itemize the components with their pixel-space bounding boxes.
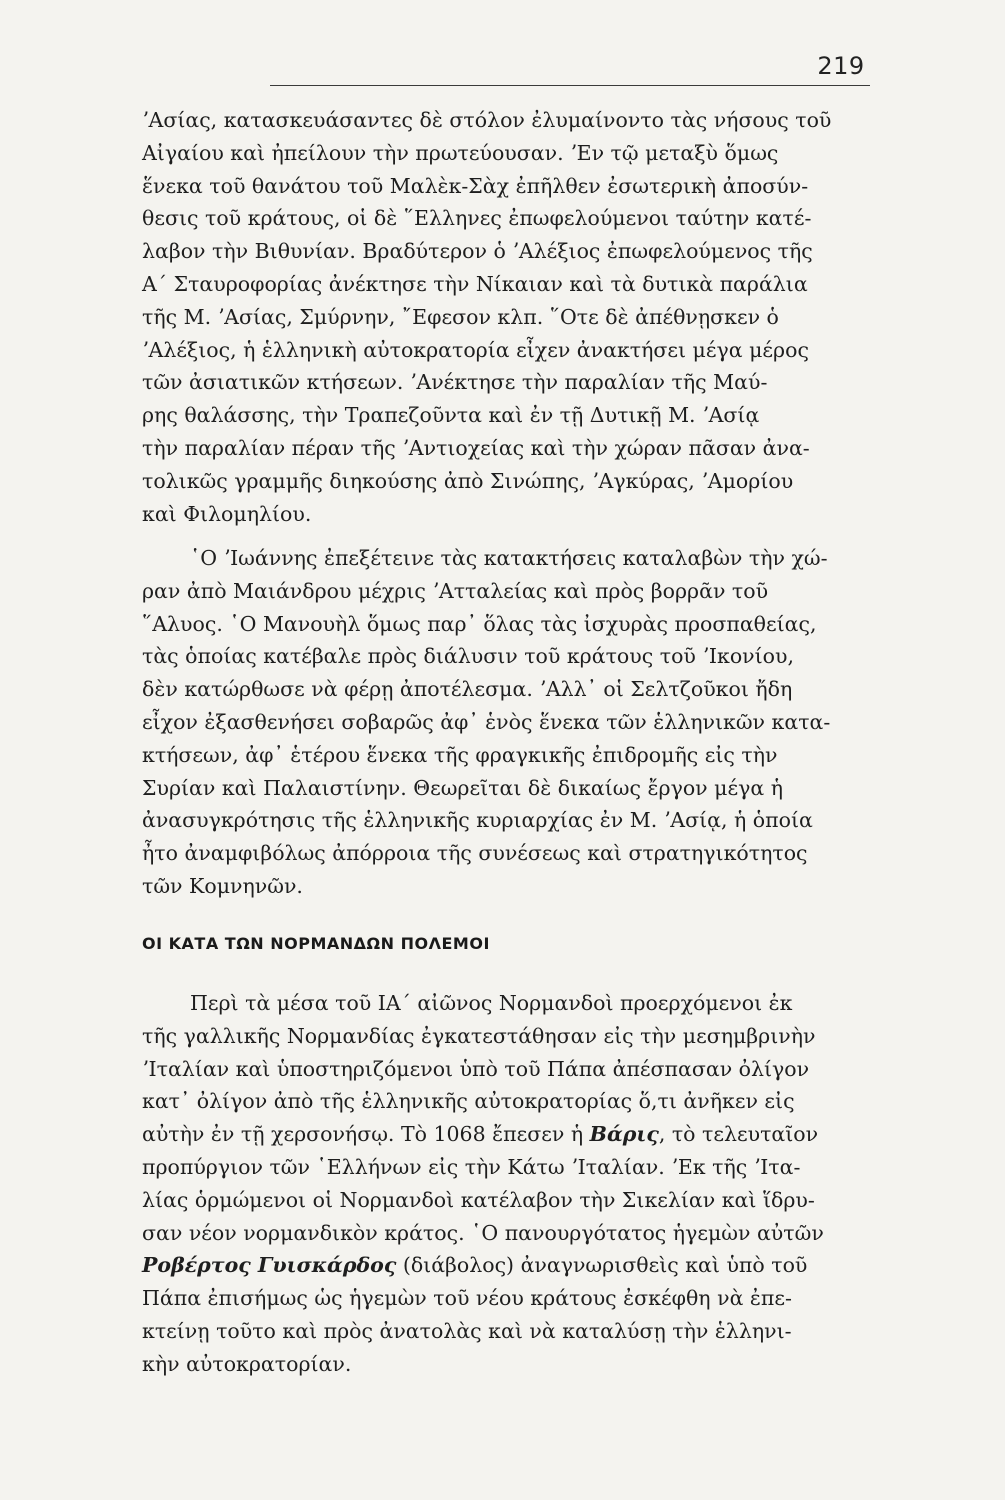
text-line: προπύργιον τῶν ῾Ελλήνων εἰς τὴν Κάτω ʼΙταλίαν. ʼΕκ τῆς ʼΙτα- [142,1154,801,1179]
text-line: Α΄ Σταυροφορίας ἀνέκτησε τὴν Νίκαιαν καὶ τὰ δυτικὰ παράλια [142,271,808,296]
section-heading: ΟΙ ΚΑΤΑ ΤΩΝ ΝΟΡΜΑΝΔΩΝ ΠΟΛΕΜΟΙ [142,934,490,953]
text-line: λαβον τὴν Βιθυνίαν. Βραδύτερον ὁ ʼΑλέξιος ἐπωφελούμενος τῆς [142,239,813,264]
text-line: τολικῶς γραμμῆς διηκούσης ἀπὸ Σινώπης, ʼΑγκύρας, ʼΑμορίου [142,468,794,493]
text-line: ῞Αλυος. ῾Ο Μανουὴλ ὅμως παρ᾽ ὅλας τὰς ἰσχυρὰς προσπαθείας, [142,611,817,636]
bold-term-robert-guiscard: Ροβέρτος Γυισκάρδος [142,1253,397,1278]
text-line: σαν νέον νορμανδικὸν κράτος. ῾Ο πανουργότατος ἡγεμὼν αὐτῶν [142,1220,824,1245]
text-line: εἶχον ἐξασθενήσει σοβαρῶς ἀφ᾽ ἑνὸς ἕνεκα τῶν ἑλληνικῶν κατα- [142,709,831,734]
text-line: τῶν Κομνηνῶν. [142,873,303,898]
text-line: Αἰγαίου καὶ ἠπείλουν τὴν πρωτεύουσαν. ʼΕν τῷ μεταξὺ ὅμως [142,140,779,165]
text-line: καὶ Φιλομηλίου. [142,501,312,526]
header-rule [270,85,870,86]
text-line: ραν ἀπὸ Μαιάνδρου μέχρις ʼΑτταλείας καὶ πρὸς βορρᾶν τοῦ [142,578,769,603]
text-segment: (διάβολος) ἀναγνωρισθεὶς καὶ ὑπὸ τοῦ [396,1253,808,1278]
text-line: κὴν αὐτοκρατορίαν. [142,1351,352,1376]
text-line: τῆς γαλλικῆς Νορμανδίας ἐγκατεστάθησαν εἰς τὴν μεσημβρινὴν [142,1023,816,1048]
text-line: ῾Ο ʼΙωάννης ἐπεξέτεινε τὰς κατακτήσεις καταλαβὼν τὴν χώ- [190,546,828,570]
text-line: τὰς ὁποίας κατέβαλε πρὸς διάλυσιν τοῦ κράτους τοῦ ʼΙκονίου, [142,644,794,669]
text-line: ʼΙταλίαν καὶ ὑποστηριζόμενοι ὑπὸ τοῦ Πάπα ἀπέσπασαν ὀλίγον [142,1056,810,1081]
text-line: ρης θαλάσσης, τὴν Τραπεζοῦντα καὶ ἐν τῇ Δυτικῇ Μ. ʼΑσίᾳ [142,403,760,428]
bold-term-baris: Βάρις [589,1122,659,1147]
page-number: 219 [817,52,865,80]
paragraph-1 [142,104,876,530]
text-line: κτήσεων, ἀφ᾽ ἑτέρου ἕνεκα τῆς φραγκικῆς ἐπιδρομῆς εἰς τὴν [142,742,778,767]
text-segment: , τὸ τελευταῖον [658,1122,819,1147]
text-line: κατ᾽ ὀλίγον ἀπὸ τῆς ἑλληνικῆς αὐτοκρατορίας ὅ,τι ἀνῆκεν εἰς [142,1089,795,1114]
text-line: Περὶ τὰ μέσα τοῦ ΙΑ΄ αἰῶνος Νορμανδοὶ προερχόμενοι ἐκ [190,991,793,1015]
text-line: ʼΑλέξιος, ἡ ἑλληνικὴ αὐτοκρατορία εἶχεν ἀνακτήσει μέγα μέρος [142,337,809,362]
text-line: κτείνῃ τοῦτο καὶ πρὸς ἀνατολὰς καὶ νὰ καταλύσῃ τὴν ἑλληνι- [142,1318,792,1343]
text-line-with-bold [142,1249,876,1282]
text-line: τῆς Μ. ʼΑσίας, Σμύρνην, ῎Εφεσον κλπ. ῞Οτε δὲ ἀπέθνῃσκεν ὁ [142,304,779,329]
paragraph-2 [142,542,876,903]
text-line: Συρίαν καὶ Παλαιστίνην. Θεωρεῖται δὲ δικαίως ἔργον μέγα ἡ [142,775,783,800]
text-line: ʼΑσίας, κατασκευάσαντες δὲ στόλον ἐλυμαίνοντο τὰς νήσους τοῦ [142,108,832,132]
text-line: τὴν παραλίαν πέραν τῆς ʼΑντιοχείας καὶ τὴν χώραν πᾶσαν ἀνα- [142,435,810,460]
section-paragraph [142,987,876,1381]
text-line: θεσις τοῦ κράτους, οἱ δὲ ῞Ελληνες ἐπωφελούμενοι ταύτην κατέ- [142,206,812,231]
text-line: ἕνεκα τοῦ θανάτου τοῦ Μαλὲκ-Σὰχ ἐπῆλθεν ἐσωτερικὴ ἀποσύν- [142,173,809,198]
text-line: δὲν κατώρθωσε νὰ φέρῃ ἀποτέλεσμα. ʼΑλλ᾽ οἱ Σελτζοῦκοι ἤδη [142,677,793,702]
text-line: λίας ὁρμώμενοι οἱ Νορμανδοὶ κατέλαβον τὴν Σικελίαν καὶ ἵδρυ- [142,1187,815,1212]
text-line: τῶν ἀσιατικῶν κτήσεων. ʼΑνέκτησε τὴν παραλίαν τῆς Μαύ- [142,370,768,395]
text-line-with-bold [142,1118,876,1151]
text-line: ἦτο ἀναμφιβόλως ἀπόρροια τῆς συνέσεως καὶ στρατηγικότητος [142,841,808,866]
text-line: Πάπα ἐπισήμως ὡς ἡγεμὼν τοῦ νέου κράτους ἐσκέφθη νὰ ἐπε- [142,1286,792,1311]
text-segment: αὐτὴν ἐν τῇ χερσονήσῳ. Τὸ 1068 ἔπεσεν ἡ [142,1122,584,1147]
text-line: ἀνασυγκρότησις τῆς ἑλληνικῆς κυριαρχίας ἐν Μ. ʼΑσίᾳ, ἡ ὁποία [142,808,813,833]
